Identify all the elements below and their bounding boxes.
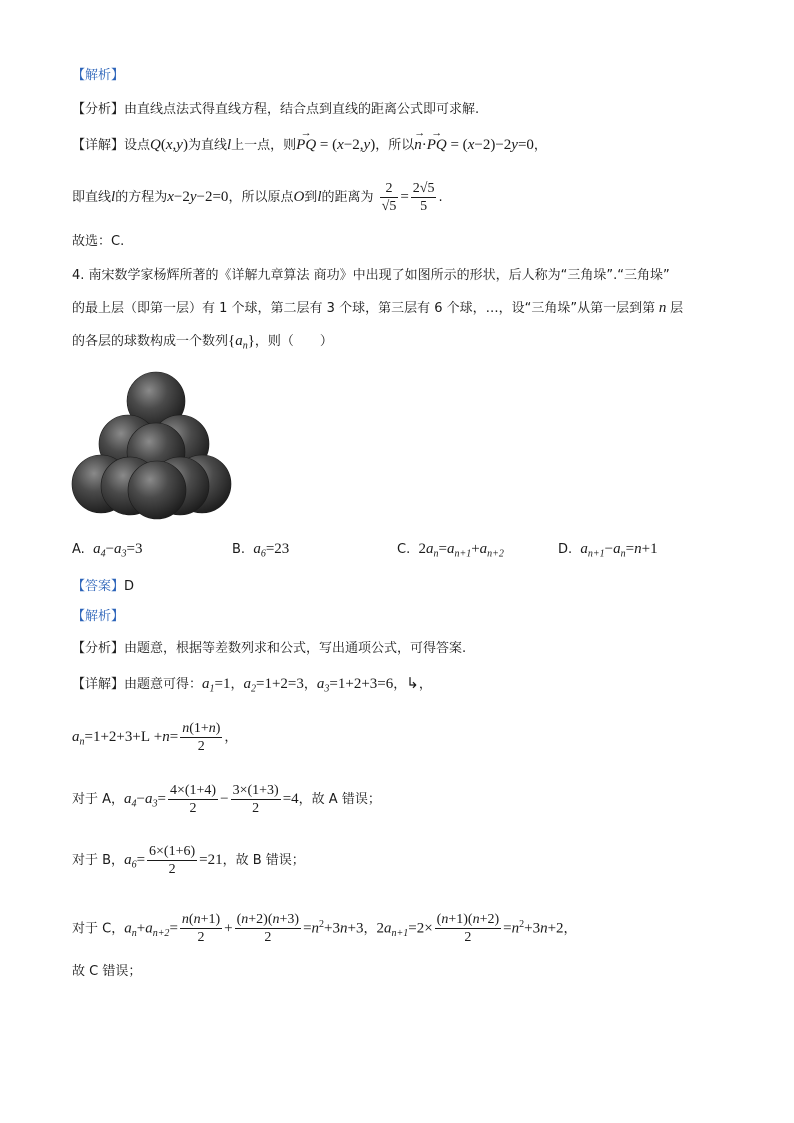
fraction-denominator: 2: [189, 801, 197, 816]
fenxi-tag: 【分析】: [72, 641, 125, 656]
check-c-line: [72, 906, 577, 953]
math-a: a: [124, 852, 132, 868]
math-minus: −: [604, 541, 614, 557]
math-sequence: {: [228, 333, 236, 349]
math-var-n: n: [162, 729, 170, 745]
math-var-n: n: [340, 920, 348, 937]
math-equals: =: [400, 189, 409, 205]
math-line-l: l: [226, 137, 232, 153]
math-eq: =: [503, 920, 512, 937]
line-equation: −2=0: [196, 189, 229, 205]
check-a-line: [72, 780, 381, 824]
fraction-denominator: 2: [464, 930, 472, 946]
daan-line: [72, 577, 134, 597]
math-a: a: [253, 541, 261, 557]
math-var-n: n: [511, 920, 520, 937]
math-subscript: 2: [251, 683, 257, 695]
question-4-line-3: [72, 331, 333, 357]
math-a: a: [145, 791, 153, 807]
math-plus: +: [471, 541, 480, 557]
xiangjie-tag: 【详解】: [72, 677, 125, 692]
xiangjie-text: 设点: [124, 138, 151, 153]
answer-text: 故选：C.: [72, 234, 125, 249]
math-subscript: n+1: [391, 927, 409, 939]
math-subscript: n: [79, 736, 85, 748]
check-text: 对于 C，: [72, 921, 125, 937]
math-a: a: [316, 676, 325, 692]
question-text: ，则（ ）: [254, 334, 333, 349]
math-subscript: 3: [152, 798, 158, 810]
fraction-numerator: (n+1)(n+2): [436, 912, 500, 928]
fraction-denominator: 2: [197, 739, 205, 754]
option-label: D.: [558, 542, 573, 557]
math-subscript: n+1: [587, 548, 605, 560]
math-value: +3: [347, 920, 364, 937]
fraction-numerator: 6×(1+6): [149, 844, 196, 859]
math-value: =23: [265, 541, 290, 557]
math-sum: =1+2+3+L +: [84, 729, 163, 745]
math-expr: −2: [173, 189, 190, 205]
distance-result-fraction: [411, 180, 437, 215]
question-text: 的各层的球数构成一个数列: [72, 334, 229, 349]
question-text: 的最上层（即第一层）有 1 个球，第二层有 3 个球，第三层有 6 个球，…，设“三角垛”从第一层到第: [72, 301, 656, 316]
math-a: a: [124, 791, 132, 807]
math-a: a: [479, 541, 488, 557]
math-subscript: n: [242, 340, 248, 352]
fraction-a6: [147, 843, 197, 878]
math-expr: =2×: [408, 920, 433, 937]
math-vars: x: [165, 137, 173, 153]
math-subscript: n: [131, 927, 137, 939]
fraction-numerator: n(n+1): [181, 912, 221, 928]
text: 即直线: [72, 190, 112, 205]
math-var-y: y: [189, 189, 197, 205]
math-plus: +: [224, 920, 233, 937]
math-var-x: x: [167, 189, 174, 205]
math-subscript: 4: [100, 548, 106, 560]
xiangjie-text: 为直线: [187, 138, 227, 153]
jiexi-tag: 【解析】: [72, 68, 125, 83]
fenxi-text: 由题意，根据等差数列求和公式，写出通项公式，可得答案.: [124, 641, 467, 656]
math-subscript: n: [620, 548, 626, 560]
math-superscript: 2: [319, 919, 325, 930]
xiangjie-text: 上一点，则: [231, 138, 297, 153]
answer-line: [72, 232, 124, 252]
fraction-a4: [168, 782, 218, 817]
math-var-y: y: [363, 137, 371, 153]
fraction-denominator: 2: [264, 930, 272, 946]
fraction-numerator: 2√5: [412, 181, 435, 196]
math-a: a: [72, 729, 80, 745]
math-plus: +: [136, 920, 146, 937]
math-line-l: l: [317, 189, 322, 205]
math-eq: =: [438, 541, 447, 557]
punct: ，: [363, 921, 377, 937]
math-minus: −: [105, 541, 115, 557]
math-coef: 2: [418, 541, 426, 557]
math-minus: −2,: [343, 137, 364, 153]
fenxi-text: 由直线点法式得直线方程，结合点到直线的距离公式即可求解.: [124, 102, 480, 117]
fraction-denominator: 5: [420, 199, 428, 214]
math-a: a: [384, 920, 392, 937]
text: 的距离为: [321, 190, 374, 205]
jiexi-heading-2: [72, 607, 124, 627]
math-eq: =: [136, 852, 146, 868]
math-value: +2: [547, 920, 564, 937]
math-vector-n: → n: [414, 135, 422, 155]
math-vector-pq: → PQ: [296, 135, 316, 155]
math-expr: −2)−2: [474, 137, 512, 153]
formula-an: [72, 718, 237, 762]
fraction-a3: [231, 782, 281, 817]
check-text: ，故 B 错误；: [222, 853, 305, 868]
math-eq: =: [157, 791, 166, 807]
xiangjie-tag: 【详解】: [72, 138, 125, 153]
math-subscript: 1: [209, 683, 215, 695]
fraction-denominator: 2: [197, 930, 205, 946]
xiangjie-text: 由题意可得：: [124, 677, 203, 692]
math-a: a: [243, 676, 252, 692]
punct: ，: [303, 677, 317, 692]
math-subscript: 4: [131, 798, 137, 810]
math-a: a: [425, 541, 434, 557]
fraction-numerator: n(1+n): [182, 721, 221, 736]
math-subscript: 3: [121, 548, 127, 560]
option-label: C.: [397, 542, 411, 557]
punct: ，: [230, 677, 244, 692]
math-subscript: n+2: [487, 548, 504, 560]
math-eq: =: [169, 920, 178, 937]
math-subscript: n+2: [152, 927, 170, 939]
math-superscript: 2: [519, 919, 525, 930]
math-eq: =: [169, 729, 179, 745]
math-var-n: n: [634, 541, 642, 557]
math-subscript: n+1: [454, 548, 472, 560]
math-value: =1+2+3=6: [329, 676, 394, 692]
fraction-an1: [435, 911, 501, 946]
math-value: =1+2=3: [256, 676, 304, 692]
punct: ，: [563, 921, 577, 937]
math-subscript: 6: [131, 859, 137, 871]
punct: ，: [418, 677, 432, 692]
ball: [128, 461, 186, 519]
fenxi-tag: 【分析】: [72, 102, 125, 117]
jiexi-tag: 【解析】: [72, 609, 125, 624]
math-plus: +3: [524, 920, 541, 937]
question-4-line-1: [72, 266, 670, 286]
math-minus: −: [220, 791, 229, 807]
fraction-numerator: 2: [380, 180, 399, 198]
option-label: B.: [232, 542, 246, 557]
math-eq: =: [625, 541, 635, 557]
math-a: a: [93, 541, 101, 557]
math-a: a: [580, 541, 588, 557]
math-var-x: x: [467, 137, 475, 153]
math-eq: =: [303, 920, 312, 937]
math-subscript: n: [433, 548, 439, 560]
sphere-pile-figure: [68, 368, 238, 523]
option-d[interactable]: [558, 538, 658, 566]
math-var-y: y: [176, 137, 183, 153]
math-line-l: l: [111, 189, 116, 205]
check-b-line: [72, 841, 305, 885]
math-brace: }: [247, 333, 255, 349]
text: ，所以原点: [228, 190, 294, 205]
math-value: =4: [282, 791, 299, 807]
option-b[interactable]: [232, 538, 289, 566]
math-dot: ·: [421, 137, 427, 153]
an-fraction: [180, 720, 222, 755]
math-plus: +3: [324, 920, 341, 937]
xiangjie-line-3: [72, 674, 432, 700]
math-var-n: n: [540, 920, 548, 937]
daan-tag: 【答案】: [72, 579, 125, 594]
fraction-an2: [235, 911, 301, 946]
option-c[interactable]: [397, 538, 504, 566]
fraction-denominator: 2: [168, 862, 176, 877]
math-var-n: n: [655, 300, 671, 316]
punct: ，: [533, 138, 547, 153]
math-a: a: [124, 920, 132, 937]
math-subscript: 3: [324, 683, 330, 695]
math-vector-pq: → PQ: [427, 135, 447, 155]
math-value: =3: [126, 541, 143, 557]
check-text: 对于 A，: [72, 792, 125, 807]
check-text: 对于 B，: [72, 853, 125, 868]
math-origin-o: O: [293, 189, 305, 205]
math-var-x: x: [337, 137, 344, 153]
fraction-numerator: 4×(1+4): [169, 783, 217, 798]
distance-fraction: [380, 180, 399, 215]
math-coef: 2: [376, 920, 384, 937]
text: 的方程为: [115, 190, 168, 205]
fraction-numerator: 3×(1+3): [232, 783, 279, 798]
math-var-n: n: [311, 920, 320, 937]
math-a: a: [235, 333, 243, 349]
question-text: 4. 南宋数学家杨辉所著的《详解九章算法 商功》中出现了如图所示的形状，后人称为“三角垛”.“三角垛”: [72, 268, 670, 283]
math-value: =1: [214, 676, 231, 692]
fenxi-line-2: [72, 639, 466, 659]
xiangjie-text: ，所以: [375, 138, 415, 153]
math-expr: =0: [517, 137, 534, 153]
math-value: +1: [641, 541, 658, 557]
jiexi-heading: [72, 66, 124, 86]
fenxi-line: [72, 100, 479, 120]
math-a: a: [446, 541, 455, 557]
fraction-denominator: √5: [381, 199, 397, 214]
math-paren-close: ): [182, 137, 188, 153]
math-ellipsis: ↳: [406, 676, 419, 692]
math-point-q: Q: [150, 137, 161, 153]
xiangjie-line-2: [72, 180, 443, 215]
math-var-y: y: [511, 137, 518, 153]
math-value: =21: [199, 852, 223, 868]
punct: ，: [224, 730, 238, 745]
math-comma: ,: [172, 137, 177, 153]
check-text: ，故 A 错误；: [298, 792, 381, 807]
math-a: a: [145, 920, 153, 937]
fraction-an: [180, 911, 222, 946]
fraction-numerator: (n+2)(n+3): [236, 912, 300, 928]
question-text: 层: [670, 301, 684, 316]
fraction-denominator: 2: [252, 801, 260, 816]
math-paren-close: ): [370, 137, 376, 153]
math-a: a: [613, 541, 621, 557]
math-a: a: [202, 676, 210, 692]
option-label: A.: [72, 542, 85, 557]
math-subscript: 6: [260, 548, 266, 560]
daan-value: D: [124, 579, 135, 594]
punct: .: [438, 190, 443, 205]
math-paren: (: [160, 137, 166, 153]
check-c-end-line: [72, 962, 141, 982]
math-a: a: [114, 541, 122, 557]
question-4-line-2: [72, 298, 683, 319]
punct: ，: [393, 677, 407, 692]
xiangjie-line-1: [72, 135, 547, 156]
math-eq-vector: = (: [316, 137, 338, 153]
math-dot-product: = (: [446, 137, 468, 153]
math-minus: −: [136, 791, 145, 807]
check-text: 故 C 错误；: [72, 964, 142, 979]
text: 到: [304, 190, 318, 205]
option-a[interactable]: [72, 538, 143, 566]
